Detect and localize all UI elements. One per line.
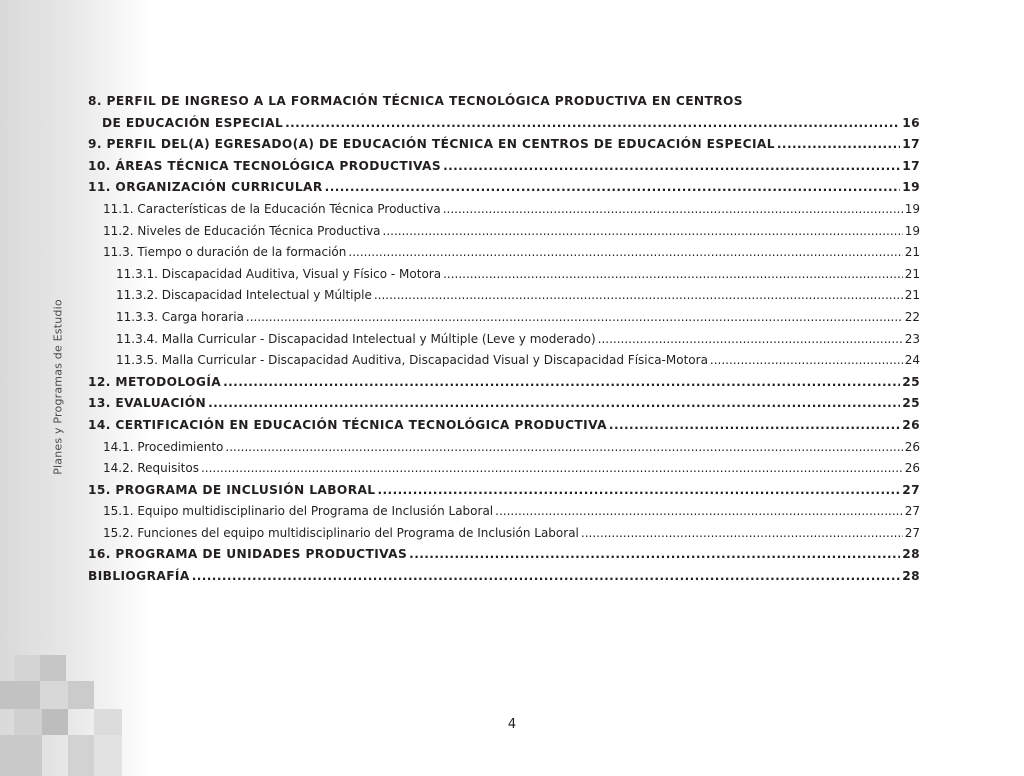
toc-entry-page: 26 xyxy=(904,439,920,454)
toc-entry-title: 14.2. Requisitos xyxy=(103,461,199,476)
dot-leader xyxy=(443,264,903,286)
dot-leader xyxy=(710,350,903,372)
toc-entry-title: 11.3.3. Carga horaria xyxy=(116,309,244,324)
toc-entry xyxy=(88,523,920,545)
toc-entry-page: 19 xyxy=(904,201,920,216)
toc-entry-title: 10. ÁREAS TÉCNICA TECNOLÓGICA PRODUCTIVAS xyxy=(88,158,442,173)
dot-leader xyxy=(201,458,903,480)
toc-entry-title: 11.3. Tiempo o duración de la formación xyxy=(103,245,347,260)
toc-entry-page: 17 xyxy=(902,158,920,173)
toc-entry-page: 22 xyxy=(904,309,920,324)
toc-entry-title: 11.3.5. Malla Curricular - Discapacidad Auditiva, Discapacidad Visual y Discapacidad Física-Motora xyxy=(116,353,708,368)
toc-entry-page: 27 xyxy=(904,525,920,540)
toc-entry-title: 12. METODOLOGÍA xyxy=(88,374,222,389)
toc-entry xyxy=(88,437,920,459)
dot-leader xyxy=(374,285,903,307)
toc-entry xyxy=(88,480,920,502)
toc-entry-page: 17 xyxy=(902,137,920,152)
dot-leader xyxy=(325,177,901,199)
toc-entry-page: 27 xyxy=(904,504,920,519)
dot-leader xyxy=(192,566,901,588)
toc-entry-title: 11.3.1. Discapacidad Auditiva, Visual y Físico - Motora xyxy=(116,266,442,281)
toc-entry xyxy=(88,177,920,199)
dot-leader xyxy=(223,372,900,394)
toc-entry xyxy=(88,544,920,566)
toc-entry-page: 25 xyxy=(902,396,920,411)
toc-entry-title: 11. ORGANIZACIÓN CURRICULAR xyxy=(88,180,323,195)
dot-leader xyxy=(581,523,903,545)
toc-entry-page: 16 xyxy=(902,115,920,130)
dot-leader xyxy=(246,307,903,329)
toc-entry-title: 16. PROGRAMA DE UNIDADES PRODUCTIVAS xyxy=(88,547,408,562)
toc-entry-page: 28 xyxy=(902,569,920,584)
page-number: 4 xyxy=(507,717,517,732)
toc-entry xyxy=(88,501,920,523)
toc-entry xyxy=(88,350,920,372)
dot-leader xyxy=(443,199,903,221)
dot-leader xyxy=(777,134,900,156)
toc-entry xyxy=(88,221,920,243)
table-of-contents xyxy=(88,91,920,588)
toc-entry-title: 14. CERTIFICACIÓN EN EDUCACIÓN TÉCNICA TECNOLÓGICA PRODUCTIVA xyxy=(88,417,607,432)
toc-entry-page: 26 xyxy=(902,417,920,432)
toc-entry-page: 21 xyxy=(904,288,920,303)
dot-leader xyxy=(495,501,903,523)
dot-leader xyxy=(285,113,900,135)
toc-entry-title: 11.1. Características de la Educación Técnica Productiva xyxy=(103,201,441,216)
toc-entry-page: 23 xyxy=(904,331,920,346)
toc-entry-page: 19 xyxy=(902,180,920,195)
toc-entry xyxy=(88,372,920,394)
dot-leader xyxy=(383,221,903,243)
toc-entry xyxy=(88,242,920,264)
toc-entry-title: 15.1. Equipo multidisciplinario del Programa de Inclusión Laboral xyxy=(103,504,494,519)
toc-entry-title: 11.3.4. Malla Curricular - Discapacidad Intelectual y Múltiple (Leve y moderado) xyxy=(116,331,596,346)
toc-entry xyxy=(88,566,920,588)
toc-entry xyxy=(88,199,920,221)
dot-leader xyxy=(598,329,903,351)
toc-entry-title: 14.1. Procedimiento xyxy=(103,439,224,454)
dot-leader xyxy=(225,437,902,459)
dot-leader xyxy=(208,393,900,415)
toc-entry xyxy=(88,285,920,307)
toc-entry-page: 21 xyxy=(904,245,920,260)
dot-leader xyxy=(609,415,900,437)
toc-entry xyxy=(88,264,920,286)
toc-entry-title: 11.2. Niveles de Educación Técnica Productiva xyxy=(103,223,381,238)
toc-entry-title: DE EDUCACIÓN ESPECIAL xyxy=(102,115,284,130)
dot-leader xyxy=(348,242,902,264)
toc-entry-title: 9. PERFIL DEL(A) EGRESADO(A) DE EDUCACIÓN TÉCNICA EN CENTROS DE EDUCACIÓN ESPECIAL xyxy=(88,137,775,152)
toc-entry-page: 27 xyxy=(902,482,920,497)
toc-entry-page: 25 xyxy=(902,374,920,389)
dot-leader xyxy=(409,544,900,566)
toc-entry xyxy=(88,329,920,351)
dot-leader xyxy=(443,156,900,178)
toc-entry xyxy=(88,91,920,113)
toc-entry xyxy=(88,393,920,415)
toc-entry xyxy=(88,458,920,480)
toc-entry-page: 21 xyxy=(904,266,920,281)
toc-entry-title: 11.3.2. Discapacidad Intelectual y Múltiple xyxy=(116,288,372,303)
toc-entry-title: 13. EVALUACIÓN xyxy=(88,396,207,411)
toc-entry xyxy=(88,134,920,156)
toc-entry-page: 26 xyxy=(904,461,920,476)
toc-entry xyxy=(88,415,920,437)
dot-leader xyxy=(377,480,900,502)
toc-entry xyxy=(88,156,920,178)
toc-entry-title: 15.2. Funciones del equipo multidisciplinario del Programa de Inclusión Laboral xyxy=(103,525,579,540)
toc-entry xyxy=(88,113,920,135)
toc-entry-page: 28 xyxy=(902,547,920,562)
toc-entry xyxy=(88,307,920,329)
toc-entry-page: 24 xyxy=(904,353,920,368)
toc-entry-title: 8. PERFIL DE INGRESO A LA FORMACIÓN TÉCNICA TECNOLÓGICA PRODUCTIVA EN CENTROS xyxy=(88,94,743,108)
toc-entry-page: 19 xyxy=(904,223,920,238)
toc-entry-title: 15. PROGRAMA DE INCLUSIÓN LABORAL xyxy=(88,482,376,497)
toc-entry-title: BIBLIOGRAFÍA xyxy=(88,569,190,584)
